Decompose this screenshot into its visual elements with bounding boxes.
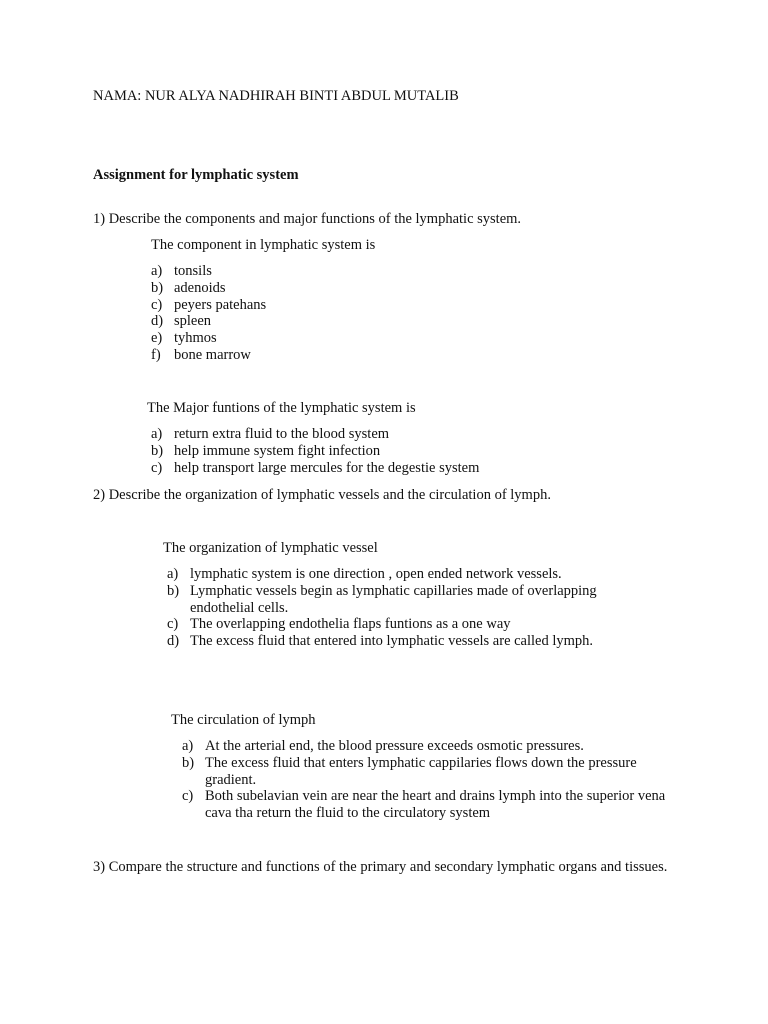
list-item: c) help transport large mercules for the degestie system: [151, 459, 480, 476]
question-2: 2) Describe the organization of lymphatic vessels and the circulation of lymph.: [93, 487, 551, 503]
list-item: f) bone marrow: [151, 346, 251, 363]
list-item: c) The overlapping endothelia flaps funtions as a one way: [167, 616, 511, 633]
circulation-intro: The circulation of lymph: [171, 712, 316, 728]
list-item: a) At the arterial end, the blood pressure exceeds osmotic pressures.: [182, 738, 584, 754]
assignment-title: Assignment for lymphatic system: [93, 167, 299, 183]
list-item: b) Lymphatic vessels begin as lymphatic capillaries made of overlapping endothelial cells.: [167, 582, 597, 616]
list-item: e) tyhmos: [151, 330, 217, 347]
list-item: a) tonsils: [151, 263, 212, 279]
list-item: a) return extra fluid to the blood system: [151, 426, 390, 442]
student-name: NAMA: NUR ALYA NADHIRAH BINTI ABDUL MUTALIB: [93, 88, 459, 104]
components-list: [151, 263, 551, 364]
question-3: 3) Compare the structure and functions of the primary and secondary lymphatic organs and tissues.: [93, 859, 668, 875]
list-item: d) spleen: [151, 313, 212, 330]
list-item: b) help immune system fight infection: [151, 442, 381, 459]
list-item: b) adenoids: [151, 279, 226, 296]
organization-intro: The organization of lymphatic vessel: [163, 540, 378, 556]
list-item: d) The excess fluid that entered into lymphatic vessels are called lymph.: [167, 633, 594, 650]
organization-list: [167, 566, 637, 650]
list-item: b) The excess fluid that enters lymphatic cappilaries flows down the pressure gradient.: [182, 754, 637, 788]
list-item: c) peyers patehans: [151, 296, 267, 313]
list-item: a) lymphatic system is one direction , open ended network vessels.: [167, 566, 562, 582]
question-1: 1) Describe the components and major functions of the lymphatic system.: [93, 211, 522, 227]
functions-intro: The Major funtions of the lymphatic system is: [147, 400, 416, 416]
circulation-list: [182, 738, 672, 822]
list-item: c) Both subelavian vein are near the heart and drains lymph into the superior vena cava tha return the fluid to the circulatory system: [182, 788, 666, 822]
components-intro: The component in lymphatic system is: [151, 237, 376, 253]
functions-list: [151, 426, 651, 476]
